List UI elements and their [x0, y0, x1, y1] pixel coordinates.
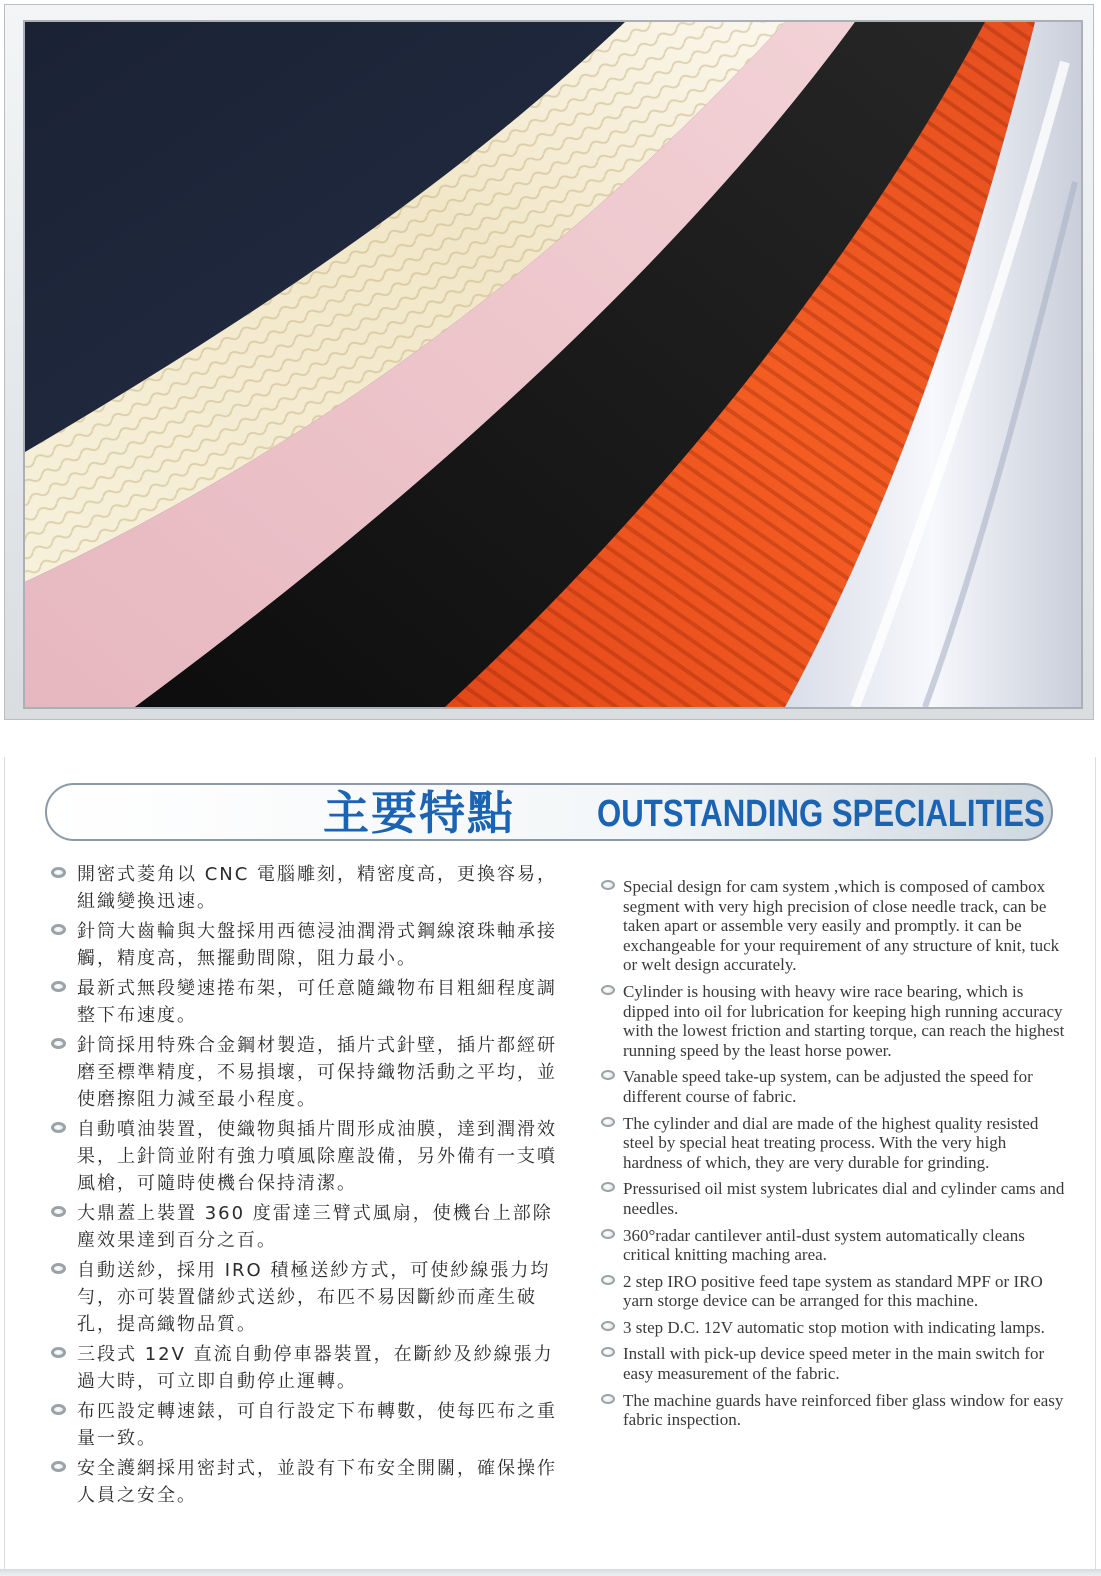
bullet-icon: [51, 1461, 66, 1472]
bullet-icon: [601, 880, 615, 890]
bullet-icon: [51, 1038, 66, 1049]
list-item: 安全護網採用密封式，並設有下布安全開關，確保操作人員之安全。: [47, 1455, 567, 1509]
list-item: 3 step D.C. 12V automatic stop motion with indicating lamps.: [599, 1318, 1069, 1338]
bullet-icon: [601, 1321, 615, 1331]
heading-chinese: 主要特點: [323, 786, 515, 840]
list-item: 2 step IRO positive feed tape system as standard MPF or IRO yarn storge device can be arranged for this machine.: [599, 1272, 1069, 1311]
bullet-icon: [51, 1404, 66, 1415]
list-item: Vanable speed take-up system, can be adjusted the speed for different course of fabric.: [599, 1067, 1069, 1106]
list-item: 針筒採用特殊合金鋼材製造，插片式針壁，插片都經研磨至標準精度，不易損壞，可保持織物活動之平均，並使磨擦阻力減至最小程度。: [47, 1032, 567, 1113]
list-item: Pressurised oil mist system lubricates dial and cylinder cams and needles.: [599, 1179, 1069, 1218]
list-item: 大鼎蓋上裝置 360 度雷達三臂式風扇，使機台上部除塵效果達到百分之百。: [47, 1200, 567, 1254]
list-item: Cylinder is housing with heavy wire race bearing, which is dipped into oil for lubrication for keeping high running accuracy with the lowest friction and starting torque, can reach the highest running speed by the least horse power.: [599, 982, 1069, 1060]
bullet-icon: [51, 1263, 66, 1274]
bullet-icon: [51, 1347, 66, 1358]
bullet-icon: [601, 1182, 615, 1192]
list-item: Install with pick-up device speed meter in the main switch for easy measurement of the fabric.: [599, 1344, 1069, 1383]
list-item: 針筒大齒輪與大盤採用西德浸油潤滑式鋼線滾珠軸承接觸，精度高，無擺動間隙，阻力最小。: [47, 918, 567, 972]
list-item: The cylinder and dial are made of the highest quality resisted steel by special heat treating process. With the very high hardness of which, they are very durable for grinding.: [599, 1114, 1069, 1173]
bullet-icon: [601, 1229, 615, 1239]
heading-english: OUTSTANDING SPECIALITIES: [597, 793, 1045, 835]
bullet-icon: [601, 985, 615, 995]
features-list-english: [599, 877, 1069, 1437]
bullet-icon: [51, 1206, 66, 1217]
list-item: Special design for cam system ,which is composed of cambox segment with very high precision of close needle track, can be taken apart or assemble very easily and promptly. it can be exchangeable for your requirement of any structure of knit, tuck or welt design accurately.: [599, 877, 1069, 975]
photo-frame: [4, 4, 1094, 720]
bullet-icon: [601, 1394, 615, 1404]
fabric-photo: [23, 20, 1083, 709]
list-item: 開密式菱角以 CNC 電腦雕刻，精密度高，更換容易，組織變換迅速。: [47, 861, 567, 915]
bullet-icon: [601, 1070, 615, 1080]
bottom-border: [0, 1569, 1101, 1576]
bullet-icon: [51, 1122, 66, 1133]
list-item: 自動送紗，採用 IRO 積極送紗方式，可使紗線張力均勻，亦可裝置儲紗式送紗，布匹不易因斷紗而產生破孔，提高織物品質。: [47, 1257, 567, 1338]
list-item: 自動噴油裝置，使織物與插片間形成油膜，達到潤滑效果，上針筒並附有強力噴風除塵設備，另外備有一支噴風槍，可隨時使機台保持清潔。: [47, 1116, 567, 1197]
features-panel: [4, 757, 1096, 1569]
bullet-icon: [51, 981, 66, 992]
list-item: 360°radar cantilever antil-dust system automatically cleans critical knitting maching area.: [599, 1226, 1069, 1265]
bullet-icon: [601, 1347, 615, 1357]
fabric-drapes-illustration: [25, 22, 1081, 707]
list-item: 布匹設定轉速錶，可自行設定下布轉數，使每匹布之重量一致。: [47, 1398, 567, 1452]
bullet-icon: [51, 867, 66, 878]
list-item: 三段式 12V 直流自動停車器裝置，在斷紗及紗線張力過大時，可立即自動停止運轉。: [47, 1341, 567, 1395]
bullet-icon: [51, 924, 66, 935]
bullet-icon: [601, 1117, 615, 1127]
list-item: 最新式無段變速捲布架，可任意隨織物布目粗細程度調整下布速度。: [47, 975, 567, 1029]
list-item: The machine guards have reinforced fiber glass window for easy fabric inspection.: [599, 1391, 1069, 1430]
features-list-chinese: [47, 861, 567, 1512]
bullet-icon: [601, 1275, 615, 1285]
